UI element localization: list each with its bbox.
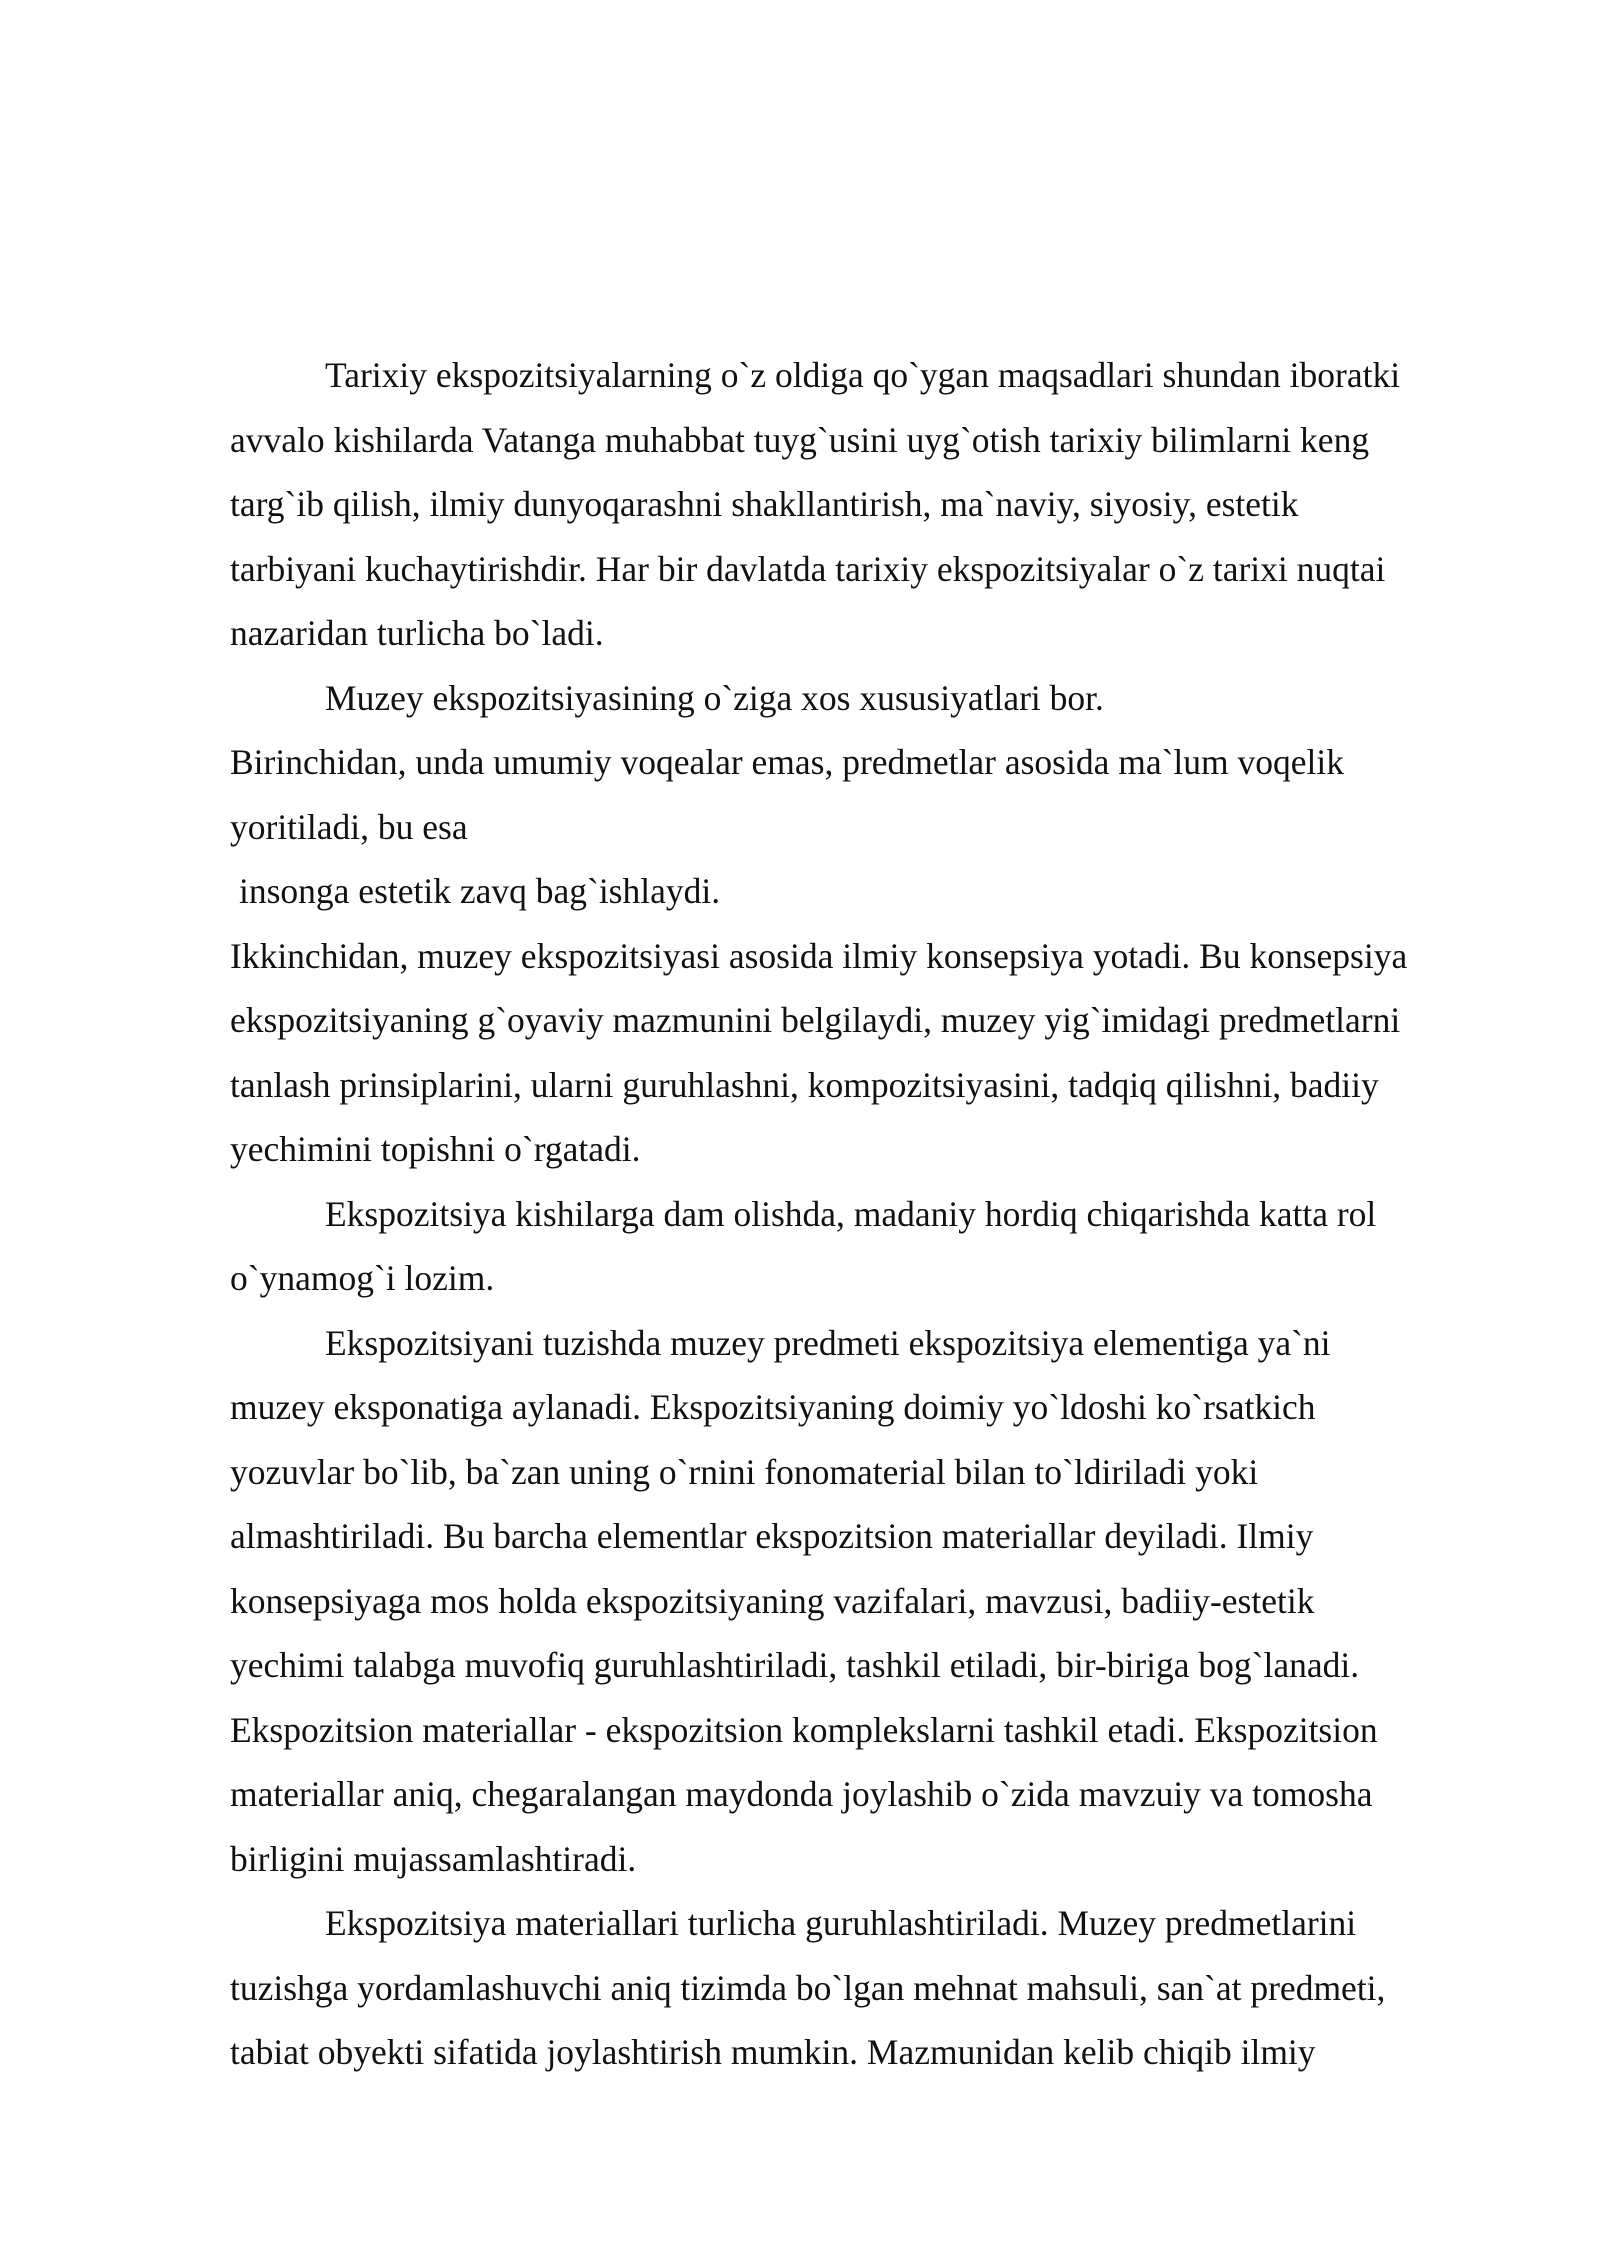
text-line: tarbiyani kuchaytirishdir. Har bir davlatda tarixiy ekspozitsiyalar o`z tarixi nuqtai [230, 548, 1386, 589]
text-line: yozuvlar bo`lib, ba`zan uning o`rnini fonomaterial bilan to`ldiriladi yoki [230, 1451, 1259, 1492]
text-line: yoritiladi, bu esa [230, 806, 468, 847]
text-line: Birinchidan, unda umumiy voqealar emas, predmetlar asosida ma`lum voqelik [230, 742, 1345, 782]
text-line: konsepsiyaga mos holda ekspozitsiyaning vazifalari, mavzusi, badiiy-estetik [230, 1580, 1315, 1621]
text-line: ekspozitsiyaning g`oyaviy mazmunini belgilaydi, muzey yig`imidagi predmetlarni [230, 1000, 1401, 1040]
text-line: Ekspozitsion materiallar - ekspozitsion komplekslarni tashkil etadi. Ekspozitsion [230, 1709, 1378, 1750]
text-line: yechimini topishni o`rgatadi. [230, 1129, 641, 1169]
text-line: almashtiriladi. Bu barcha elementlar ekspozitsion materiallar deyiladi. Ilmiy [230, 1516, 1314, 1556]
text-line: nazaridan turlicha bo`ladi. [230, 613, 604, 653]
text-line: Ekspozitsiya kishilarga dam olishda, madaniy hordiq chiqarishda katta rol [325, 1193, 1377, 1234]
text-line: tuzishga yordamlashuvchi aniq tizimda bo`lgan mehnat mahsuli, san`at predmeti, [230, 1967, 1386, 2008]
text-line: yechimi talabga muvofiq guruhlashtiriladi, tashkil etiladi, bir-biriga bog`lanadi. [230, 1645, 1360, 1685]
document-body [230, 343, 1490, 2085]
text-line: Ekspozitsiya materiallari turlicha guruhlashtiriladi. Muzey predmetlarini [325, 1903, 1357, 1943]
text-line: Muzey ekspozitsiyasining o`ziga xos xususiyatlari bor. [325, 677, 1104, 718]
text-line: materiallar aniq, chegaralangan maydonda joylashib o`zida mavzuiy va tomosha [230, 1774, 1373, 1814]
text-line: tanlash prinsiplarini, ularni guruhlashni, kompozitsiyasini, tadqiq qilishni, badiiy [230, 1064, 1379, 1105]
text-line: insonga estetik zavq bag`ishlaydi. [239, 871, 721, 911]
text-line: avvalo kishilarda Vatanga muhabbat tuyg`usini uyg`otish tarixiy bilimlarni keng [230, 419, 1370, 460]
text-line: Tarixiy ekspozitsiyalarning o`z oldiga qo`ygan maqsadlari shundan iboratki [325, 355, 1401, 395]
text-line: o`ynamog`i lozim. [230, 1258, 495, 1298]
text-line: muzey eksponatiga aylanadi. Ekspozitsiyaning doimiy yo`ldoshi ko`rsatkich [230, 1387, 1316, 1427]
text-line: Ikkinchidan, muzey ekspozitsiyasi asosida ilmiy konsepsiya yotadi. Bu konsepsiya [230, 935, 1408, 976]
text-line: targ`ib qilish, ilmiy dunyoqarashni shakllantirish, ma`naviy, siyosiy, estetik [230, 484, 1299, 524]
text-line: Ekspozitsiyani tuzishda muzey predmeti ekspozitsiya elementiga ya`ni [325, 1322, 1331, 1363]
text-line: birligini mujassamlashtiradi. [230, 1838, 637, 1879]
text-line: tabiat obyekti sifatida joylashtirish mumkin. Mazmunidan kelib chiqib ilmiy [230, 2032, 1316, 2072]
